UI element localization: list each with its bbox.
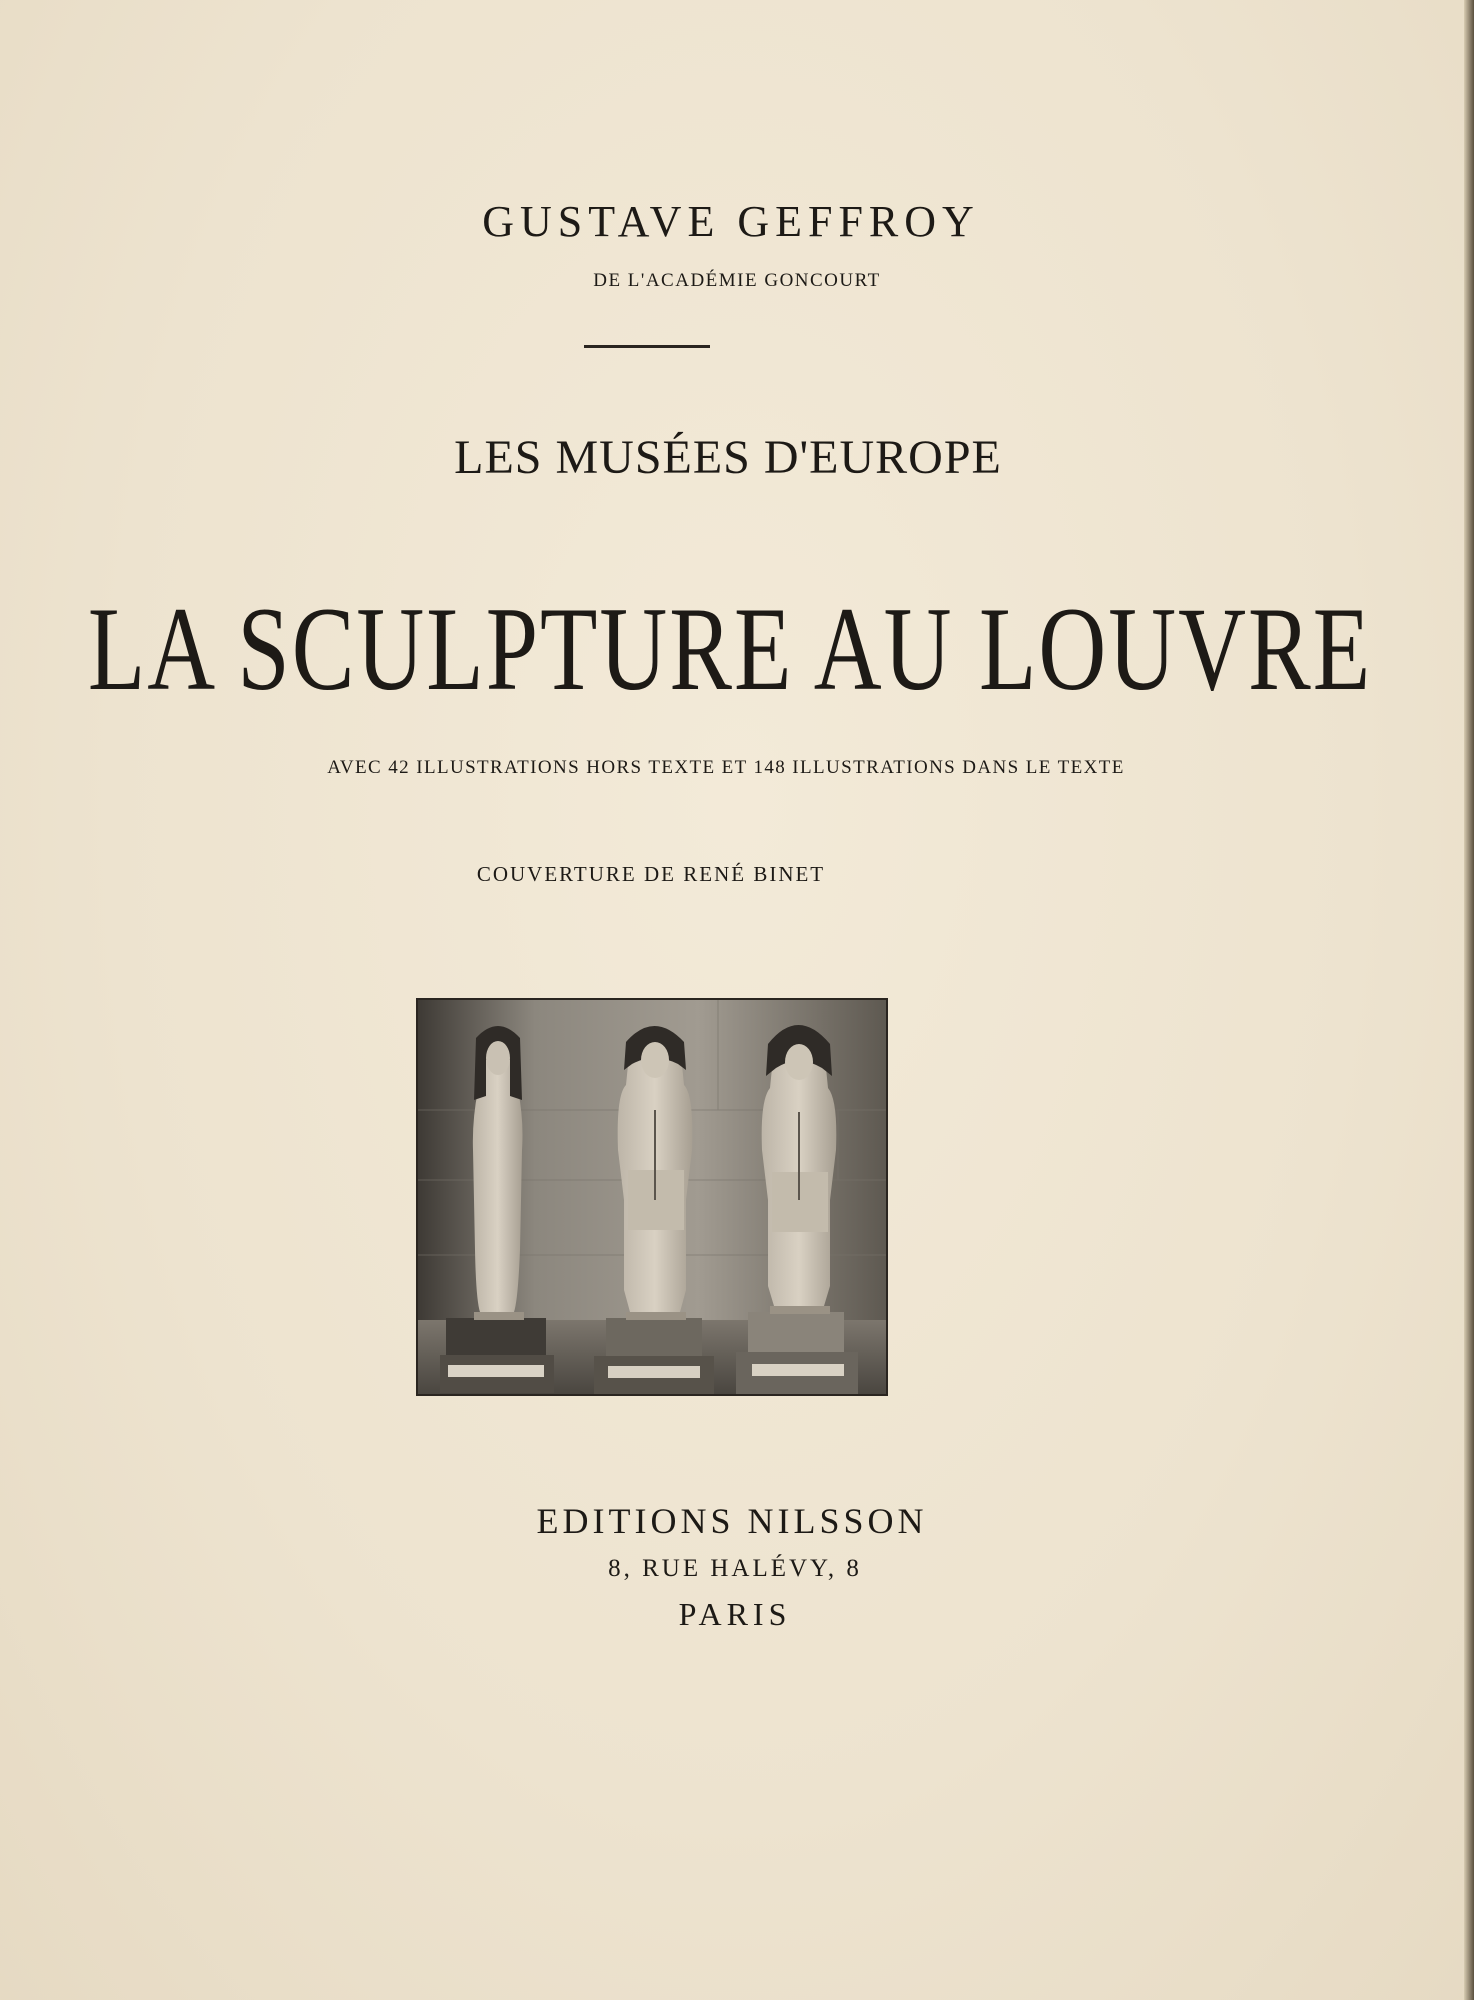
publisher-address: 8, RUE HALÉVY, 8: [608, 1555, 862, 1582]
illustrations-note: AVEC 42 ILLUSTRATIONS HORS TEXTE ET 148 ILLUSTRATIONS DANS LE TEXTE: [327, 757, 1125, 778]
author-name: GUSTAVE GEFFROY: [482, 197, 980, 246]
series-title: LES MUSÉES D'EUROPE: [454, 431, 1002, 484]
page-edge-shadow: [1464, 0, 1474, 2000]
author-affiliation: DE L'ACADÉMIE GONCOURT: [593, 270, 881, 291]
publisher-city: PARIS: [678, 1596, 792, 1632]
publisher-name: EDITIONS NILSSON: [536, 1501, 928, 1541]
divider-rule: [584, 345, 710, 348]
book-title: LA SCULPTURE AU LOUVRE: [87, 582, 1373, 716]
cover-credit: COUVERTURE DE RENÉ BINET: [476, 862, 826, 886]
statues-image: [418, 1000, 886, 1394]
frontispiece-photo: [416, 998, 888, 1396]
